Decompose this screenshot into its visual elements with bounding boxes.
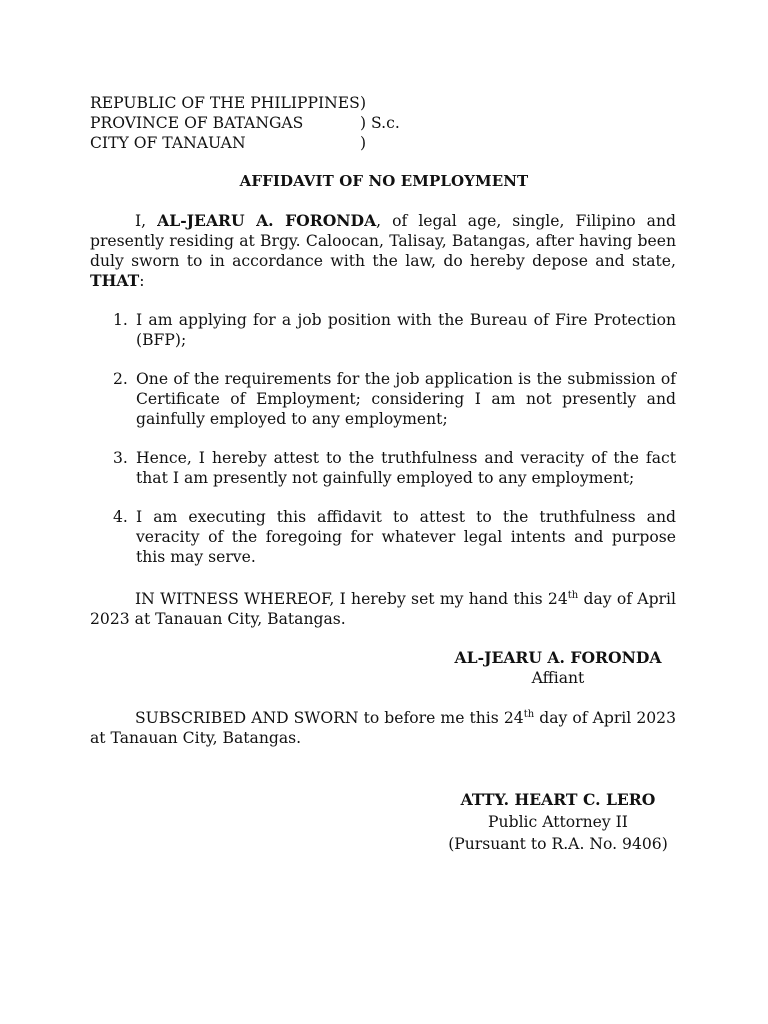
intro-paragraph <box>90 211 676 291</box>
intro-prefix: I, <box>135 212 158 230</box>
jurat-ordinal: th <box>523 709 535 720</box>
caption-city: CITY OF TANAUAN <box>90 134 246 152</box>
item-text: Hence, I hereby attest to the truthfulness and veracity of the fact that I am presently not gainfully employed to any employment; <box>136 449 676 487</box>
notary-title: Public Attorney II <box>488 813 628 831</box>
caption-bracket: ) <box>360 134 367 152</box>
item-text: I am applying for a job position with the Bureau of Fire Protection (BFP); <box>136 311 676 349</box>
item-number: 1. <box>113 311 128 329</box>
caption-republic: REPUBLIC OF THE PHILIPPINES <box>90 94 360 112</box>
jurat-text-end: day of April 2023 at Tanauan City, Batangas. <box>90 709 677 747</box>
caption-bracket-sc: ) S.c. <box>360 114 400 132</box>
item-number: 3. <box>113 449 128 467</box>
witness-paragraph <box>90 589 676 629</box>
jurat-paragraph <box>90 708 676 748</box>
notary-name: ATTY. HEART C. LERO <box>460 790 656 809</box>
document-title: AFFIDAVIT OF NO EMPLOYMENT <box>239 172 529 190</box>
item-number: 2. <box>113 370 128 388</box>
jurat-text-start: SUBSCRIBED AND SWORN to before me this 24 <box>135 709 524 727</box>
affiant-signature-block <box>440 648 676 688</box>
item-text: I am executing this affidavit to attest to the truthfulness and veracity of the foregoing for whatever legal intents and purpose this may serve. <box>136 508 676 566</box>
notary-signature-block <box>440 789 676 855</box>
affiant-role: Affiant <box>531 669 585 687</box>
intro-that: THAT <box>90 271 140 290</box>
item-number: 4. <box>113 508 128 526</box>
witness-text-end: day of April 2023 at Tanauan City, Batangas. <box>90 590 676 628</box>
item-text: One of the requirements for the job application is the submission of Certificate of Employment; considering I am not presently and gainfully employed to any employment; <box>136 370 676 428</box>
notary-authority: (Pursuant to R.A. No. 9406) <box>448 835 668 853</box>
witness-text-start: IN WITNESS WHEREOF, I hereby set my hand this 24 <box>135 590 568 608</box>
affiant-name: AL-JEARU A. FORONDA <box>454 648 662 667</box>
caption-province: PROVINCE OF BATANGAS <box>90 114 304 132</box>
witness-ordinal: th <box>567 590 579 601</box>
affiant-name-inline: AL-JEARU A. FORONDA <box>157 211 377 230</box>
caption-bracket: ) <box>360 94 367 112</box>
intro-body: , of legal age, single, Filipino and presently residing at Brgy. Caloocan, Talisay, Batangas, after having been duly sworn to in accordance with the law, do hereby depose and state, <box>90 212 677 270</box>
intro-suffix: : <box>139 272 145 290</box>
